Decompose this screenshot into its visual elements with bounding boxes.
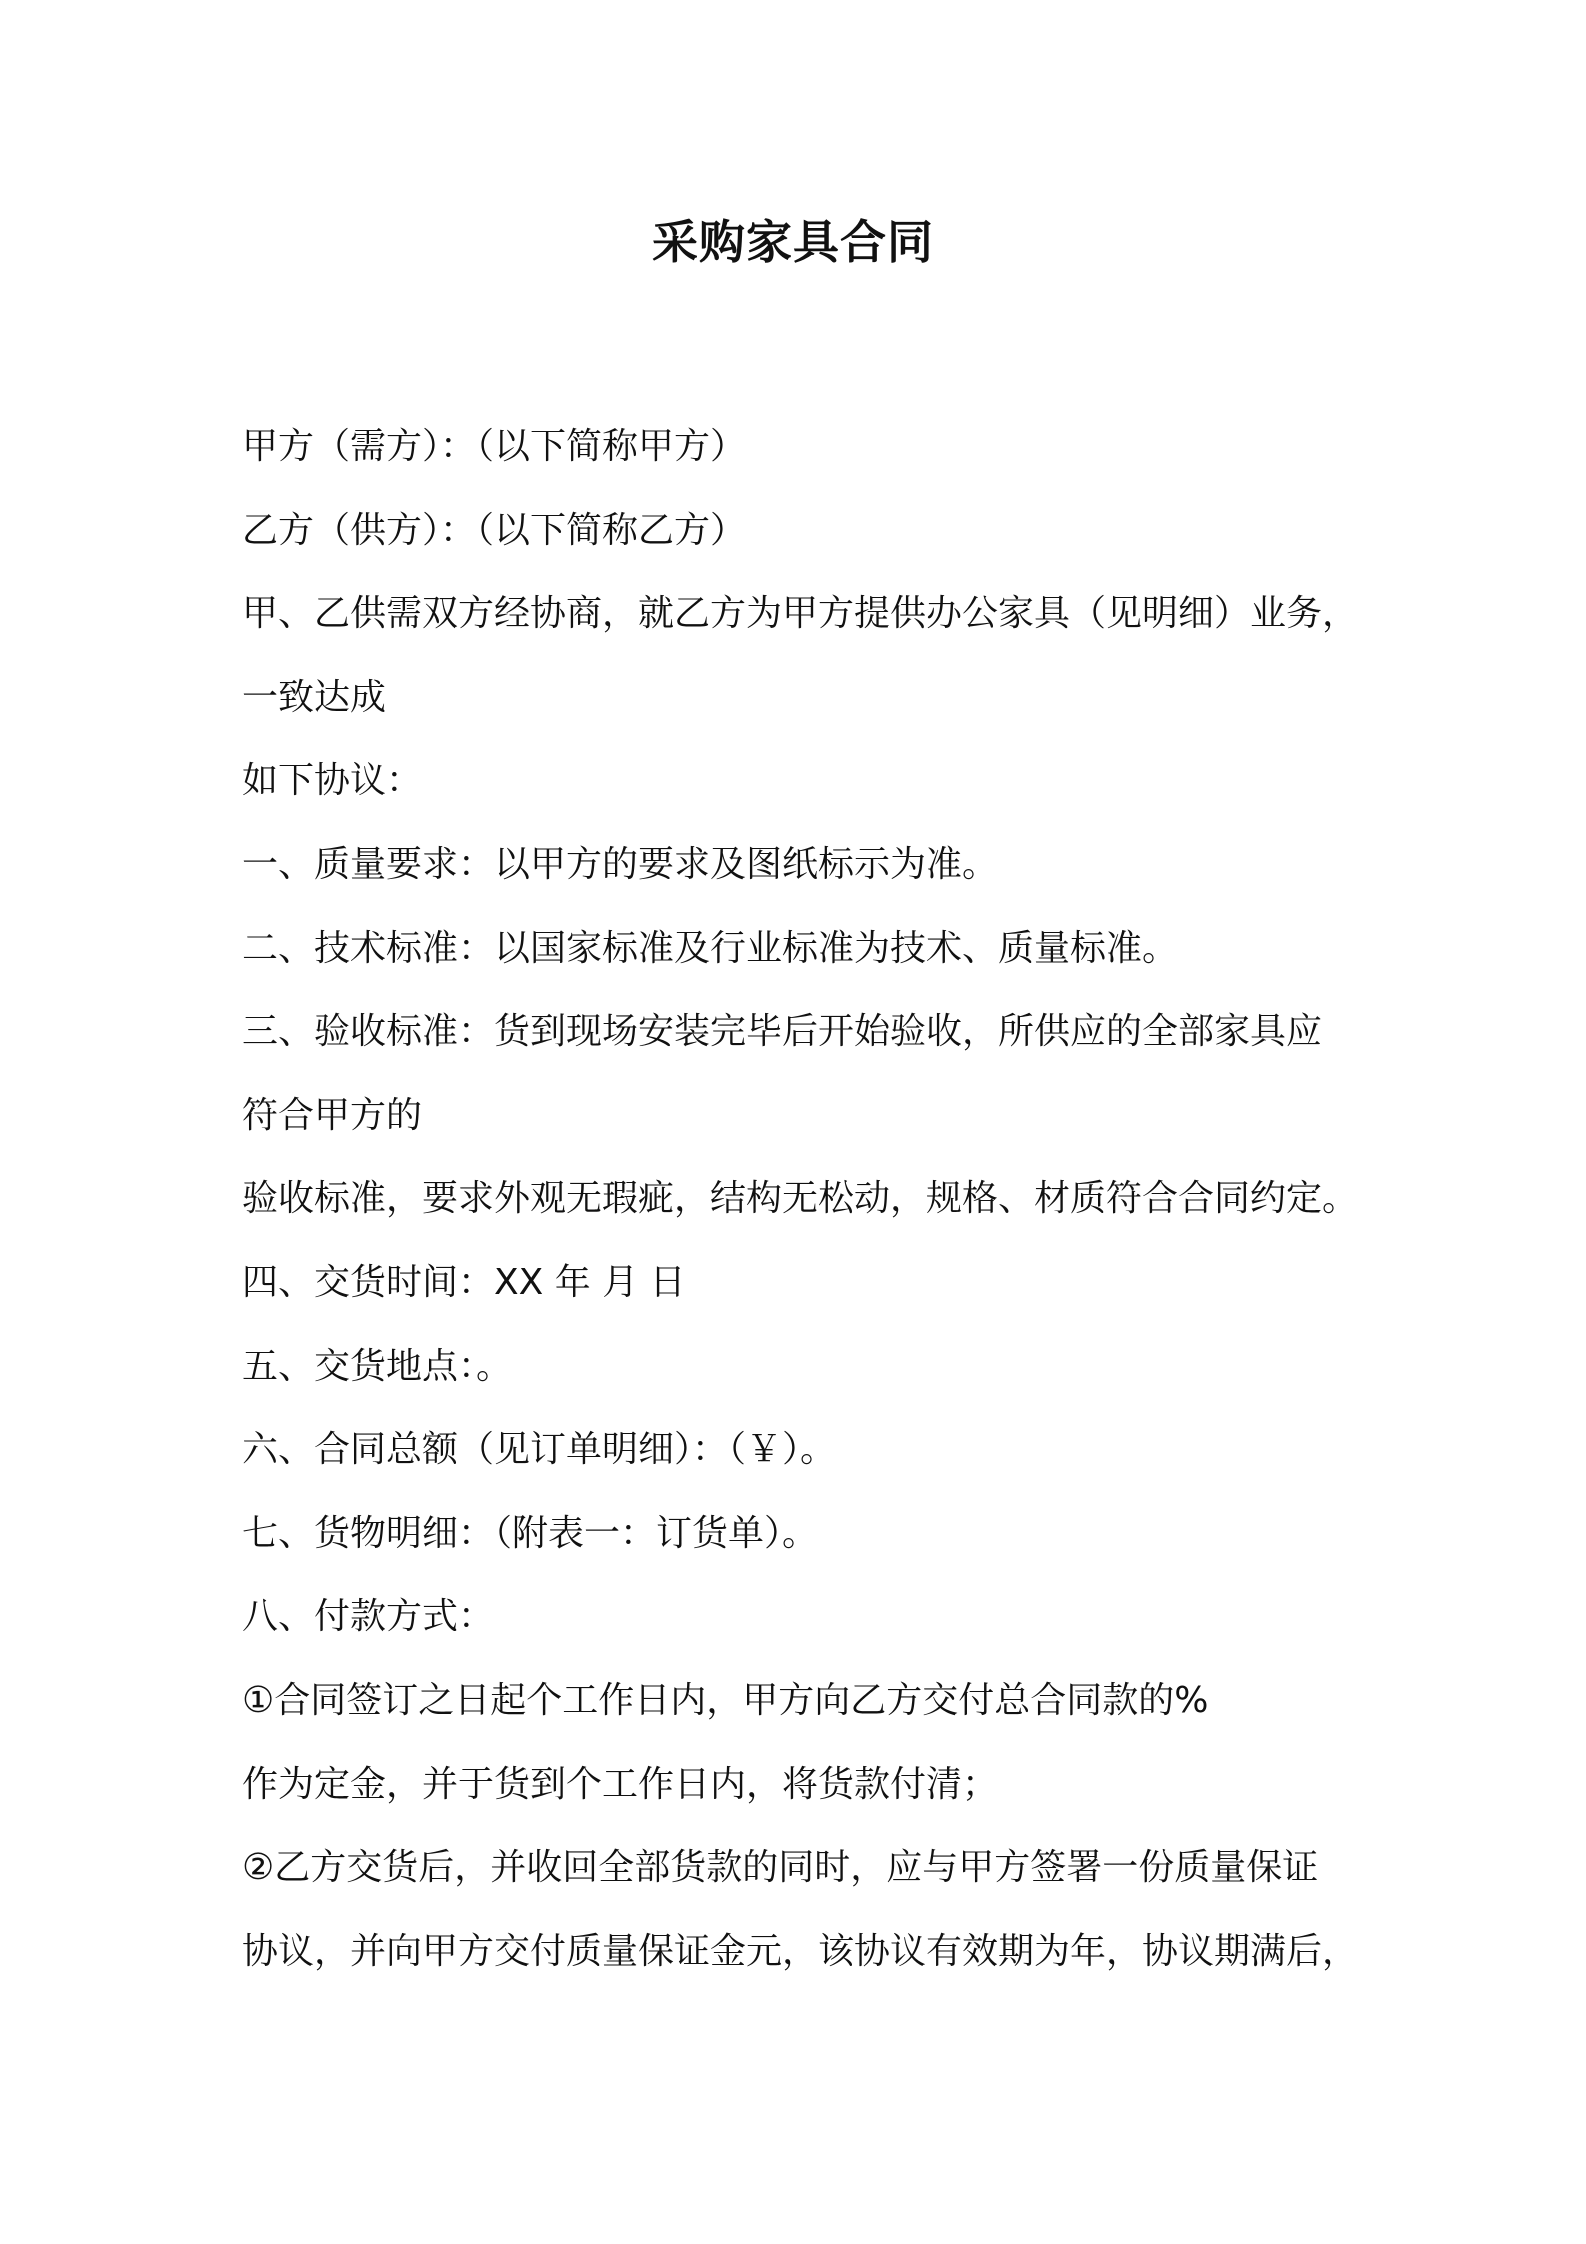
- document-body: [242, 405, 1362, 1993]
- payment-item: 协议，并向甲方交付质量保证金元，该协议有效期为年，协议期满后，: [242, 1930, 1359, 1972]
- payment-item: ①合同签订之日起个工作日内，甲方向乙方交付总合同款的%: [242, 1679, 1209, 1721]
- clause-contract-total: 六、合同总额（见订单明细）：（￥）。: [242, 1429, 837, 1471]
- clause-goods-detail: 七、货物明细：（附表一：订货单）。: [242, 1512, 819, 1554]
- clause-acceptance: 验收标准，要求外观无瑕疵，结构无松动，规格、材质符合合同约定。: [242, 1178, 1359, 1220]
- clause-delivery-time: 四、交货时间：XX 年 月 日: [242, 1261, 686, 1303]
- payment-item: 作为定金，并于货到个工作日内，将货款付清；: [242, 1763, 999, 1805]
- payment-item: ②乙方交货后，并收回全部货款的同时，应与甲方签署一份质量保证: [242, 1847, 1319, 1889]
- party-a-line: 甲方（需方）：（以下简称甲方）: [242, 426, 747, 467]
- party-b-line: 乙方（供方）：（以下简称乙方）: [242, 509, 747, 551]
- clause-acceptance: 符合甲方的: [242, 1094, 423, 1136]
- intro-line: 一致达成: [242, 676, 387, 718]
- intro-line: 甲、乙供需双方经协商，就乙方为甲方提供办公家具（见明细）业务，: [242, 593, 1359, 635]
- clause-technical-standard: 二、技术标准：以国家标准及行业标准为技术、质量标准。: [242, 927, 1179, 969]
- document-title: 采购家具合同: [652, 215, 934, 269]
- clause-quality: 一、质量要求：以甲方的要求及图纸标示为准。: [242, 843, 999, 885]
- clause-payment: 八、付款方式：: [242, 1596, 495, 1638]
- clause-acceptance: 三、验收标准：货到现场安装完毕后开始验收，所供应的全部家具应: [242, 1011, 1323, 1053]
- clause-delivery-place: 五、交货地点：。: [242, 1345, 513, 1387]
- intro-line: 如下协议：: [242, 760, 423, 802]
